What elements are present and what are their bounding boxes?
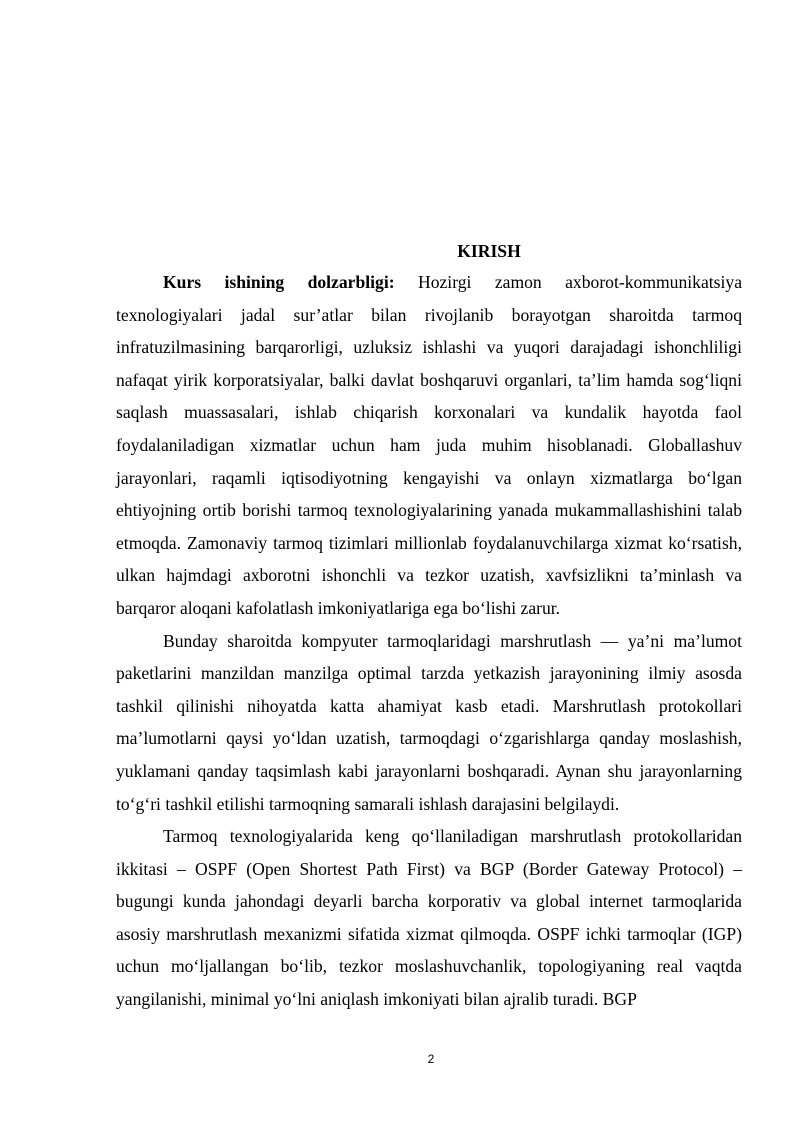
paragraph-text: Bunday sharoitda kompyuter tarmoqlaridagi marshrutlash — ya’ni ma’lumot paketlarini manzildan manzilga optimal tarzda yetkazish jarayonining ilmiy asosda tashkil qilinishi nihoyatda katta ahamiyat kasb etadi. Marshrutlash protokollari ma’lumotlarni qaysi yo‘ldan uzatish, tarmoqdagi o‘zgarishlarga qanday moslashish, yuklamani qanday taqsimlash kabi jarayonlarni boshqaradi. Aynan shu jarayonlarning to‘g‘ri tashkil etilishi tarmoqning samarali ishlash darajasini belgilaydi. xyxy=(116,630,742,814)
paragraph-lead: Kurs ishining dolzarbligi: xyxy=(163,272,395,292)
paragraph-protocols xyxy=(116,820,742,1016)
paragraph-text: Hozirgi zamon axborot-kommunikatsiya texnologiyalari jadal sur’atlar bilan rivojlanib borayotgan sharoitda tarmoq infratuzilmasining barqarorligi, uzluksiz ishlashi va yuqori darajadagi ishonchliligi nafaqat yirik korporatsiyalar, balki davlat boshqaruvi organlari, ta’lim hamda sog‘liqni saqlash muassasalari, ishlab chiqarish korxonalari va kundalik hayotda faol foydalaniladigan xizmatlar uchun ham juda muhim hisoblanadi. Globallashuv jarayonlari, raqamli iqtisodiyotning kengayishi va onlayn xizmatlarga bo‘lgan ehtiyojning ortib borishi tarmoq texnologiyalarining yanada mukammallashishini talab etmoqda. Zamonaviy tarmoq tizimlari millionlab foydalanuvchilarga xizmat ko‘rsatish, ulkan hajmdagi axborotni ishonchli va tezkor uzatish, xavfsizlikni ta’minlash va barqaror aloqani kafolatlash imkoniyatlariga ega bo‘lishi zarur. xyxy=(116,272,743,618)
paragraph-text: Tarmoq texnologiyalarida keng qo‘llaniladigan marshrutlash protokollaridan ikkitasi – OSPF (Open Shortest Path First) va BGP (Border Gateway Protocol) – bugungi kunda jahondagi deyarli barcha korporativ va global internet tarmoqlarida asosiy marshrutlash mexanizmi sifatida xizmat qilmoqda. OSPF ichki tarmoqlar (IGP) uchun mo‘ljallangan bo‘lib, tezkor moslashuvchanlik, topologiyaning real vaqtda yangilanishi, minimal yo‘lni aniqlash imkoniyati bilan ajralib turadi. BGP xyxy=(116,826,742,1010)
paragraph-relevance xyxy=(116,266,742,625)
page-content xyxy=(116,236,742,1016)
paragraph-routing xyxy=(116,625,742,821)
page-number: 2 xyxy=(427,1052,435,1066)
section-title: KIRISH xyxy=(457,241,521,261)
